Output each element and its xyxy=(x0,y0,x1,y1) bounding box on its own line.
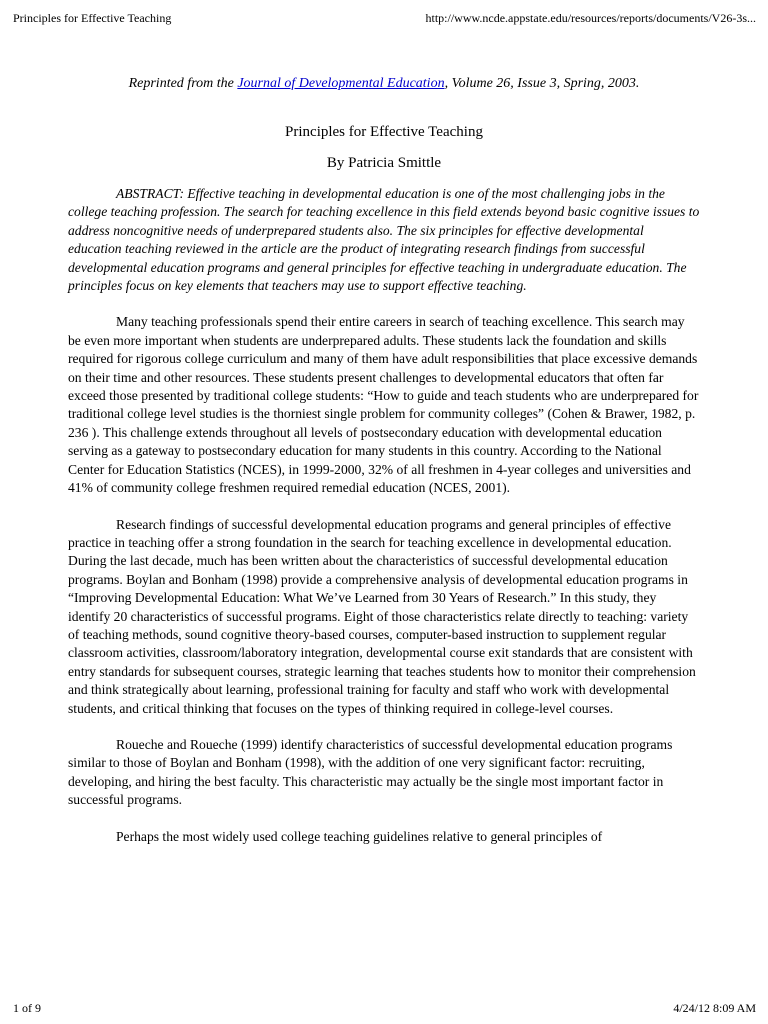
body-paragraph: Many teaching professionals spend their entire careers in search of teaching excellence. This search may be even more important when students are underprepared adults. These students lack the foundation and skills required for rigorous college curriculum and many of them have adult responsibilities that place excessive demands on their time and other resources. These students present challenges to developmental educators that often far exceed those presented by traditional college students: “How to guide and teach students who are underprepared for traditional college level studies is the thorniest single problem for community colleges” (Cohen & Brawer, 1982, p. 236 ). This challenge extends throughout all levels of postsecondary education with developmental education serving as a gateway to postsecondary education for many students in this country. According to the National Center for Education Statistics (NCES), in 1999-2000, 32% of all freshmen in 4-year colleges and universities and 41% of community college freshmen required remedial education (NCES, 2001). xyxy=(68,314,699,496)
abstract: ABSTRACT: Effective teaching in developmental education is one of the most challenging jobs in the college teaching profession. The search for teaching excellence in this field extends beyond basic cognitive issues to address noncognitive needs of underprepared students also. The six principles for effective developmental education teaching reviewed in the article are the product of integrating research findings from successful developmental education programs and general principles for effective teaching in undergraduate education. The principles focus on key elements that teachers may use to support effective teaching. xyxy=(68,186,700,294)
reprint-suffix: , Volume 26, Issue 3, Spring, 2003. xyxy=(444,76,640,91)
document-body xyxy=(68,75,700,846)
article-title: Principles for Effective Teaching xyxy=(285,124,483,140)
print-footer xyxy=(13,1000,756,1016)
reprint-prefix: Reprinted from the xyxy=(128,76,238,91)
reprint-note xyxy=(68,75,700,93)
body-paragraph: Perhaps the most widely used college teaching guidelines relative to general principles of xyxy=(116,828,603,844)
print-timestamp: 4/24/12 8:09 AM xyxy=(673,1001,756,1015)
header-url: http://www.ncde.appstate.edu/resources/reports/documents/V26-3s... xyxy=(425,11,756,25)
page-count: 1 of 9 xyxy=(13,1001,41,1015)
body-paragraph: Research findings of successful developmental education programs and general principles of effective practice in teaching offer a strong foundation in the search for teaching excellence in developmental education. During the last decade, much has been written about the characteristics of successful developmental education programs. Boylan and Bonham (1998) provide a comprehensive analysis of developmental education programs in “Improving Developmental Education: What We’ve Learned from 30 Years of Research.” In this study, they identify 20 characteristics of successful programs. Eight of those characteristics relate directly to teaching: variety of teaching methods, sound cognitive theory-based courses, computer-based instruction to supplement regular classroom activities, classroom/laboratory integration, developmental course exit standards that are consistent with entry standards for subsequent courses, strategic learning that teaches students how to monitor their comprehension and think strategically about learning, professional training for faculty and staff who work with developmental students, and critical thinking that focuses on the types of thinking required in college-level courses. xyxy=(68,516,696,716)
article-author: By Patricia Smittle xyxy=(326,155,442,171)
body-paragraph: Roueche and Roueche (1999) identify characteristics of successful developmental education programs similar to those of Boylan and Bonham (1998), with the addition of one very significant factor: recruiting, developing, and hiring the best faculty. This characteristic may actually be the single most important factor in successful programs. xyxy=(68,736,673,808)
journal-link[interactable]: Journal of Developmental Education xyxy=(237,76,445,91)
header-page-title: Principles for Effective Teaching xyxy=(13,11,172,25)
print-header xyxy=(13,10,756,26)
